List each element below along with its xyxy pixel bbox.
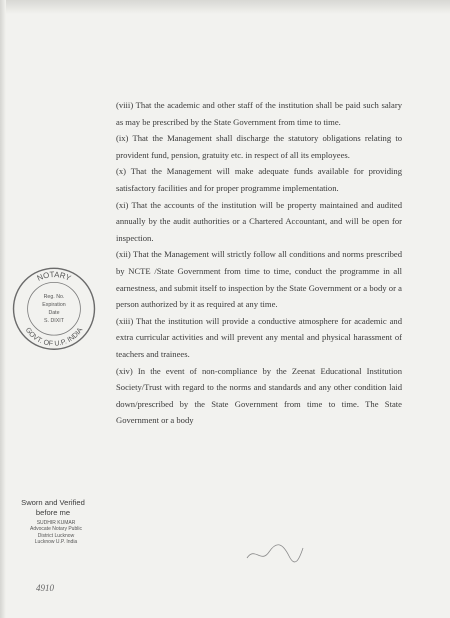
seal-center-line-1: Reg. No. — [43, 294, 65, 301]
notary-title: Advocate Notary Public — [30, 526, 82, 533]
affidavit-body — [116, 97, 402, 429]
clause-viii: (viii) That the academic and other staff of the institution shall be paid such salary as may be prescribed by the State Government from time to time. — [116, 100, 402, 127]
clause-x: (x) That the Management will make adequate funds available for providing satisfactory facilities and for proper programme implementation. — [116, 166, 402, 193]
seal-top-text: NOTARY — [35, 269, 73, 283]
seal-center-line-2: Expiration — [42, 302, 66, 309]
clause-xi: (xi) That the accounts of the institution will be property maintained and audited annually by the audit authorities or a Chartered Accountant, and will be open for inspection. — [116, 199, 402, 243]
clause-xiv: (xiv) In the event of non-compliance by the Zeenat Educational Institution Society/Trust with regard to the norms and standards and any other condition laid down/prescribed by the State Government from time to time. The State Government or a body — [116, 365, 402, 426]
seal-center-line-4: S. DIXIT — [44, 317, 64, 324]
scan-shadow-top — [0, 0, 450, 14]
notary-location: Lucknow U.P. India — [34, 538, 78, 545]
clause-xiii: (xiii) That the institution will provide a conductive atmosphere for academic and extra curricular activities and will prevent any mental and physical harassment of teachers and trainees. — [116, 315, 402, 359]
notary-seal-stamp — [10, 263, 98, 351]
notary-register-number: 4910 — [36, 583, 54, 593]
clause-xii: (xii) That the Management will strictly follow all conditions and norms prescribed by NCTE /State Government from time to time, conduct the programme in all earnestness, and submit itself to inspection by the State Government or a body or a person authorized by it as required at any time. — [116, 249, 402, 310]
sworn-verified-label: Sworn and Verified before me — [21, 498, 85, 517]
scan-shadow-left — [0, 0, 6, 618]
notary-stamp-text — [18, 520, 94, 545]
signature-scribble — [245, 538, 305, 568]
clause-ix: (ix) That the Management shall discharge the statutory obligations relating to provident fund, pension, gratuity etc. in respect of all its employees. — [116, 133, 402, 160]
notary-name: SUDHIR KUMAR — [36, 520, 76, 526]
seal-center-line-3: Date — [48, 310, 60, 317]
notary-district: District Lucknow — [37, 532, 75, 539]
seal-bottom-text: GOVT. OF U.P. INDIA — [23, 326, 85, 348]
